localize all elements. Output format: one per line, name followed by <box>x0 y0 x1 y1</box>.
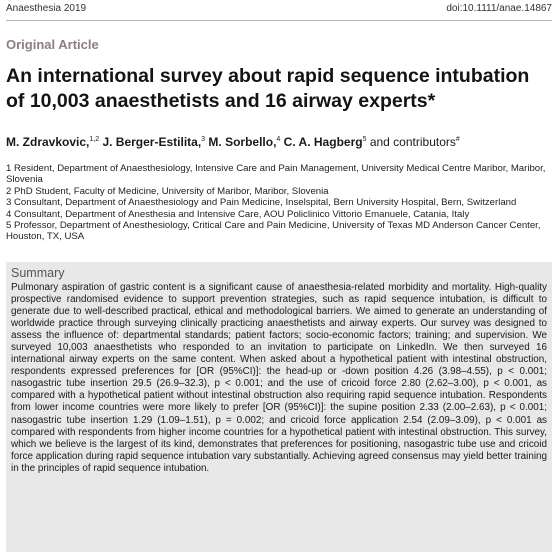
author[interactable]: C. A. Hagberg$^5$ <box>283 135 367 149</box>
article-title: An international survey about rapid sequence intubation of 10,003 anaesthetists and 16 airway experts* <box>6 65 530 112</box>
author[interactable]: M. Sorbello,$^4$ <box>208 135 281 149</box>
affiliation-item: 1 Resident, Department of Anaesthesiology, Intensive Care and Pain Management, University Medical Centre Maribor, Maribor, Slovenia <box>6 163 546 186</box>
affiliation-item: 2 PhD Student, Faculty of Medicine, University of Maribor, Maribor, Slovenia <box>6 185 329 197</box>
author[interactable]: J. Berger-Estilita,$^3$ <box>102 135 206 149</box>
section-label: Original Article <box>6 37 99 52</box>
running-header <box>6 3 552 17</box>
affiliation-item: 3 Consultant, Department of Anaesthesiology and Pain Medicine, Inselspital, Bern University Hospital, Bern, Switzerland <box>6 197 517 209</box>
summary-text: Pulmonary aspiration of gastric content is a significant cause of anaesthesia-related morbidity and mortality. High-quality prospective randomised evidence to support prevention strategies, such as rapid sequence intubation, is difficult to generate due to well-described practical, ethical and methodological barriers. We aimed to generate an understanding of worldwide practice through surveying clinically practicing anaesthetists and airway experts. Our survey was designed to assess the influence of: departmental standards; patient factors; socio-economic factors; training; and supervision. We surveyed 10,003 anaesthetists who responded to an invitation to participate on LinkedIn. We then surveyed 16 international airway experts on the same content. When asked about a hypothetical patient with intestinal obstruction, respondents expressed preferences for [OR (95%CI)]: the head-up or -down position 4.26 (3.98–4.55), p < 0.001; nasogastric tube insertion 29.5 (26.9–32.3), p < 0.001; and the use of cricoid force 2.80 (2.62–3.00), p < 0.001, as compared with a hypothetical patient without intestinal obstruction also requiring rapid sequence intubation. Respondents from lower income countries were more likely to prefer [OR (95%CI)]: the supine position 2.33 (2.00–2.63), p < 0.001; nasogastric tube insertion 1.29 (1.09–1.51), p = 0.002; and cricoid force application 2.54 (2.09–3.09), p < 0.001 as compared with respondents from higher income countries for a hypothetical patient with intestinal obstruction. This survey, which we believe is the largest of its kind, demonstrates that preferences for positioning, nasogastric tube use and cricoid force application during rapid sequence intubation vary substantially. Achieving agreed consensus may yield better training in the principles of rapid sequence intubation. <box>11 282 547 474</box>
affiliation-list <box>6 163 554 243</box>
header-divider <box>6 20 552 21</box>
doi-link[interactable]: doi:10.1111/anae.14867 <box>446 3 552 14</box>
author[interactable]: M. Zdravkovic,$^{1,2}$ <box>6 135 100 149</box>
author-list <box>6 134 551 150</box>
affiliation-item: 5 Professor, Department of Anesthesiology, Critical Care and Pain Medicine, University of Texas MD Anderson Cancer Center, Houston, TX, USA <box>6 220 541 243</box>
journal-name: Anaesthesia 2019 <box>6 3 87 14</box>
contributors-note: and contributors# <box>369 135 460 149</box>
affiliation-item: 4 Consultant, Department of Anesthesia and Intensive Care, AOU Policlinico Vittorio Emanuele, Catania, Italy <box>6 208 470 220</box>
summary-heading: Summary <box>11 266 65 280</box>
summary-box <box>6 262 552 552</box>
